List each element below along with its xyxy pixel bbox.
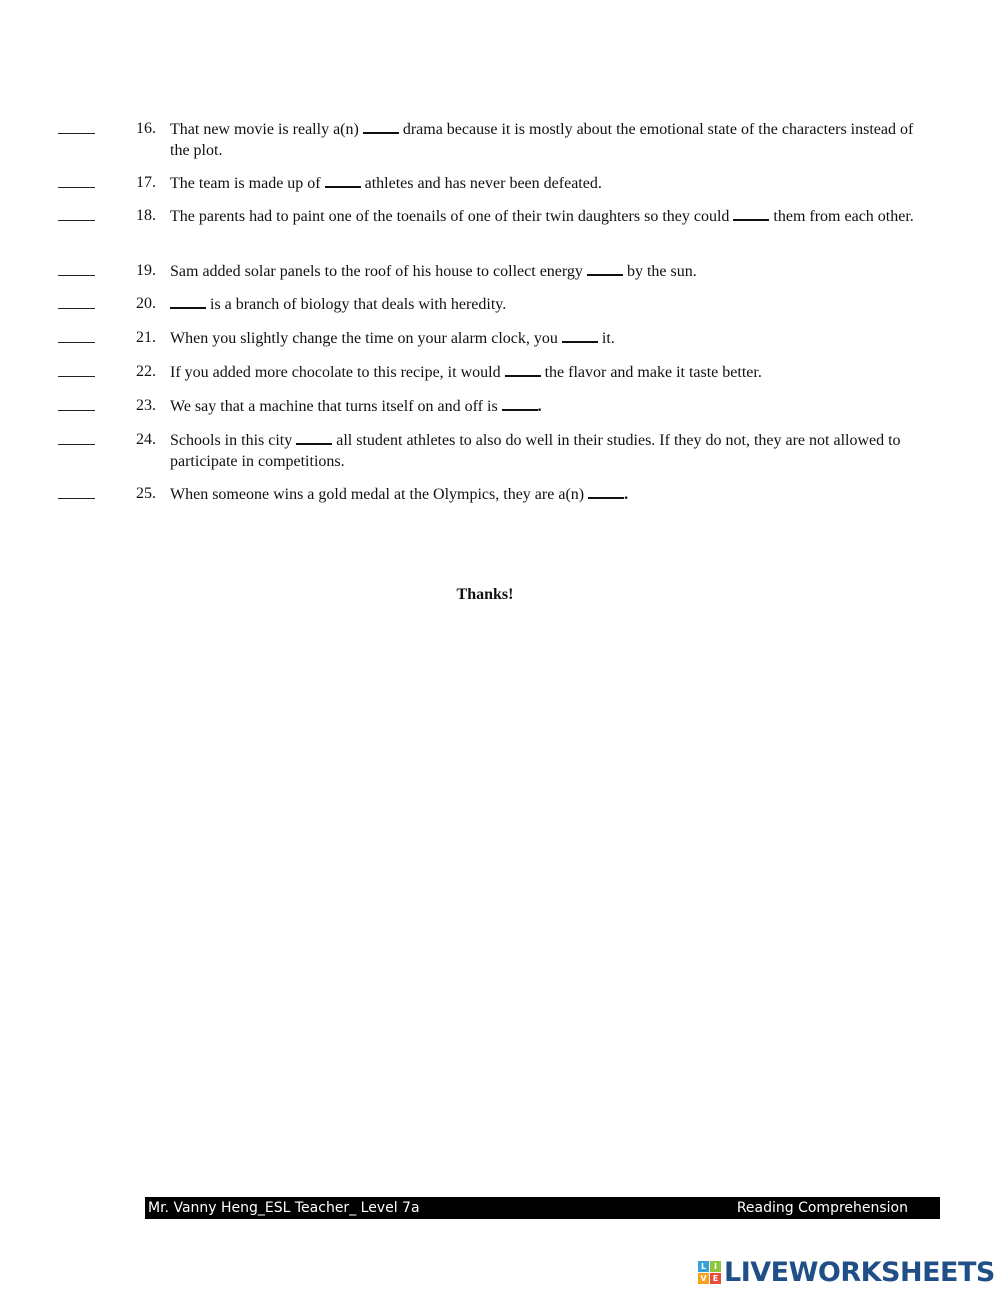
- question-number: 23.: [136, 397, 156, 414]
- thanks-text: Thanks!: [456, 586, 514, 603]
- question-row: [58, 429, 918, 472]
- question-row: [58, 260, 918, 282]
- fill-blank: [733, 205, 769, 221]
- answer-blank[interactable]: [58, 483, 95, 499]
- question-row: [58, 327, 918, 349]
- fill-blank: [505, 361, 541, 377]
- fill-blank: [502, 395, 538, 411]
- fill-blank: [325, 172, 361, 188]
- answer-blank[interactable]: [58, 429, 95, 445]
- question-number: 17.: [136, 174, 156, 191]
- question-number: 21.: [136, 329, 156, 346]
- question-row: [58, 293, 918, 315]
- fill-blank: [562, 327, 598, 343]
- question-row: [58, 361, 918, 383]
- question-number: 22.: [136, 363, 156, 380]
- question-row: [58, 205, 918, 227]
- fill-blank: [296, 429, 332, 445]
- question-text: That new movie is really a(n) drama because it is mostly about the emotional state of the characters instead of the plot.: [170, 118, 918, 161]
- question-number: 18.: [136, 207, 156, 224]
- question-text: When you slightly change the time on your alarm clock, you it.: [170, 327, 918, 349]
- question-text: Sam added solar panels to the roof of his house to collect energy by the sun.: [170, 260, 918, 282]
- answer-blank[interactable]: [58, 327, 95, 343]
- question-text: We say that a machine that turns itself on and off is .: [170, 395, 918, 417]
- answer-blank[interactable]: [58, 395, 95, 411]
- question-text: When someone wins a gold medal at the Olympics, they are a(n) .: [170, 483, 918, 505]
- footer-author: Mr. Vanny Heng_ESL Teacher_ Level 7a: [148, 1200, 420, 1216]
- fill-blank: [587, 260, 623, 276]
- answer-blank[interactable]: [58, 260, 95, 276]
- question-number: 16.: [136, 120, 156, 137]
- question-text: The team is made up of athletes and has never been defeated.: [170, 172, 918, 194]
- answer-blank[interactable]: [58, 293, 95, 309]
- footer-subject: Reading Comprehension: [736, 1200, 908, 1216]
- question-text: The parents had to paint one of the toenails of one of their twin daughters so they could them from each other.: [170, 205, 918, 227]
- footer-bar: [145, 1197, 940, 1219]
- question-number: 19.: [136, 262, 156, 279]
- fill-blank: [170, 293, 206, 309]
- question-text: If you added more chocolate to this recipe, it would the flavor and make it taste better.: [170, 361, 918, 383]
- answer-blank[interactable]: [58, 172, 95, 188]
- fill-blank: [363, 118, 399, 134]
- logo-tiles-icon: L I V E: [698, 1261, 721, 1284]
- liveworksheets-logo: [698, 1257, 995, 1288]
- answer-blank[interactable]: [58, 118, 95, 134]
- question-number: 24.: [136, 431, 156, 448]
- answer-blank[interactable]: [58, 205, 95, 221]
- question-number: 20.: [136, 295, 156, 312]
- question-row: [58, 483, 918, 505]
- question-row: [58, 172, 918, 194]
- question-number: 25.: [136, 485, 156, 502]
- logo-text: LIVEWORKSHEETS: [724, 1257, 995, 1288]
- question-text: Schools in this city all student athletes to also do well in their studies. If they do not, they are not allowed to participate in competitions.: [170, 429, 918, 472]
- fill-blank: [588, 483, 624, 499]
- answer-blank[interactable]: [58, 361, 95, 377]
- question-text: is a branch of biology that deals with heredity.: [170, 293, 918, 315]
- question-row: [58, 118, 918, 161]
- question-row: [58, 395, 918, 417]
